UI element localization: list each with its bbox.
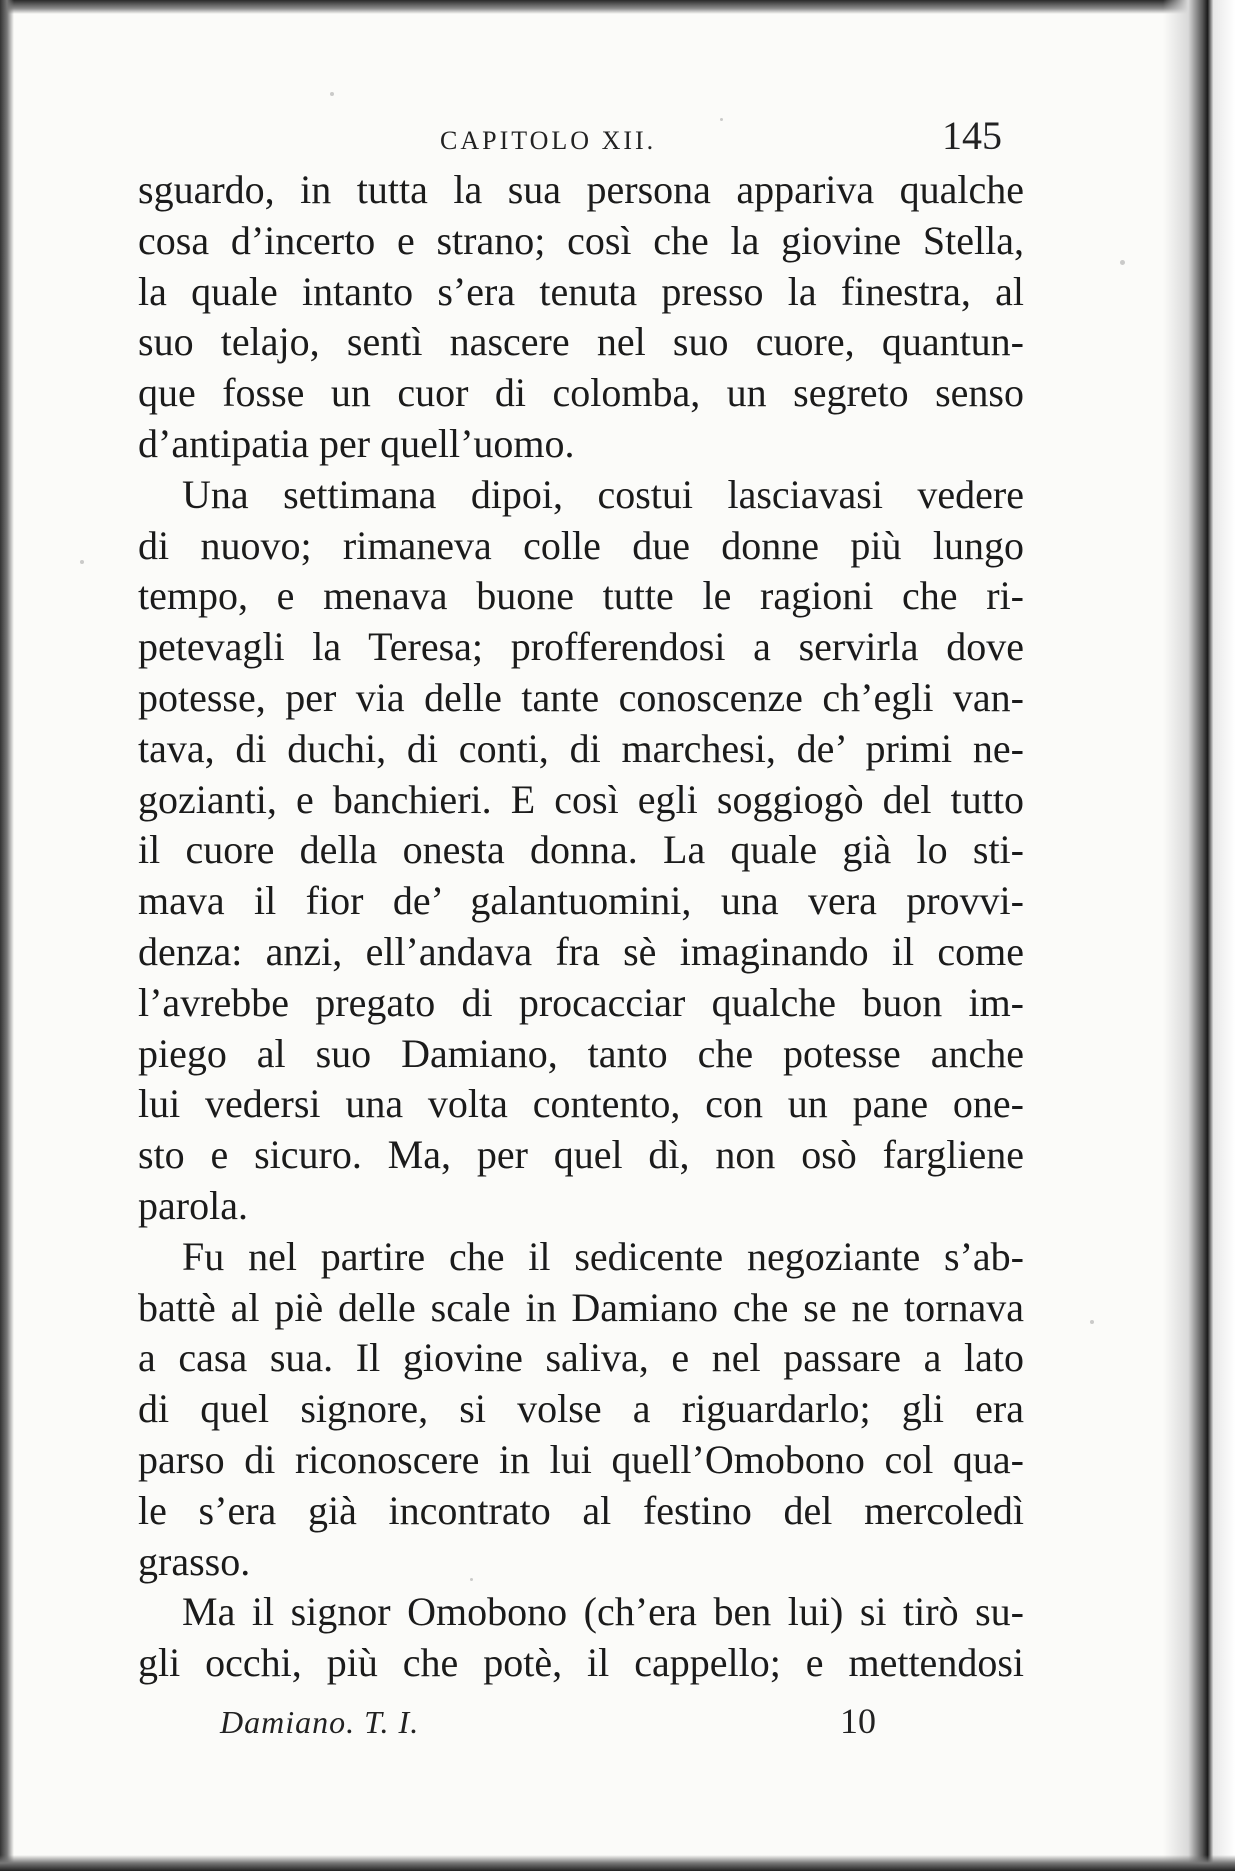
page-edge-right xyxy=(1163,0,1235,1871)
text-line: parso di riconoscere in lui quell’Omobono col qua- xyxy=(138,1436,1024,1482)
scan-speckle xyxy=(330,92,334,96)
text-line: grasso. xyxy=(138,1538,251,1584)
page-edge-top xyxy=(0,0,1235,14)
text-line: d’antipatia per quell’uomo. xyxy=(138,420,575,466)
text-line: parola. xyxy=(138,1182,248,1228)
text-line: gli occhi, più che potè, il cappello; e mettendosi xyxy=(138,1640,1024,1686)
text-line: denza: anzi, ell’andava fra sè imaginando il come xyxy=(138,928,1024,974)
page-footer xyxy=(140,1700,1020,1750)
text-line: il cuore della onesta donna. La quale già lo sti- xyxy=(138,827,1024,873)
text-line: sto e sicuro. Ma, per quel dì, non osò fargliene xyxy=(138,1132,1024,1178)
signature-mark: Damiano. T. I. xyxy=(220,1704,420,1740)
text-line: la quale intanto s’era tenuta presso la finestra, al xyxy=(138,268,1024,314)
text-line: l’avrebbe pregato di procacciar qualche buon im- xyxy=(138,979,1024,1025)
text-line: que fosse un cuor di colomba, un segreto senso xyxy=(138,370,1024,416)
text-line: di quel signore, si volse a riguardarlo; gli era xyxy=(138,1386,1024,1432)
text-line: mava il fior de’ galantuomini, una vera provvi- xyxy=(138,878,1024,924)
scan-speckle xyxy=(1090,1320,1094,1324)
text-line: cosa d’incerto e strano; così che la giovine Stella, xyxy=(138,217,1024,263)
text-line: Ma il signor Omobono (ch’era ben lui) si tirò su- xyxy=(182,1589,1024,1635)
scan-speckle xyxy=(80,560,84,564)
text-line: potesse, per via delle tante conoscenze ch’egli van- xyxy=(138,674,1024,720)
text-line: a casa sua. Il giovine saliva, e nel passare a lato xyxy=(138,1335,1024,1381)
text-line: di nuovo; rimaneva colle due donne più lungo xyxy=(138,522,1024,568)
page-header xyxy=(140,112,1020,162)
text-line: tava, di duchi, di conti, di marchesi, de’ primi ne- xyxy=(138,725,1024,771)
page-edge-bottom xyxy=(0,1855,1235,1871)
text-line: piego al suo Damiano, tanto che potesse anche xyxy=(138,1030,1024,1076)
text-line: lui vedersi una volta contento, con un pane one- xyxy=(138,1081,1024,1127)
page-number: 145 xyxy=(942,113,1002,158)
text-line: Una settimana dipoi, costui lasciavasi vedere xyxy=(182,471,1024,517)
text-line: Fu nel partire che il sedicente negoziante s’ab- xyxy=(182,1233,1024,1279)
text-line: le s’era già incontrato al festino del mercoledì xyxy=(138,1487,1024,1533)
body-text xyxy=(138,165,1024,1689)
sheet-number: 10 xyxy=(840,1701,876,1741)
text-line: gozianti, e banchieri. E così egli soggiogò del tutto xyxy=(138,776,1024,822)
running-head: CAPITOLO XII. xyxy=(440,126,657,155)
text-line: sguardo, in tutta la sua persona appariva qualche xyxy=(138,167,1024,212)
scan-speckle xyxy=(1120,260,1125,265)
text-line: suo telajo, sentì nascere nel suo cuore, quantun- xyxy=(138,319,1024,365)
text-line: tempo, e menava buone tutte le ragioni che ri- xyxy=(138,573,1024,619)
page-edge-left xyxy=(0,0,14,1871)
text-line: battè al piè delle scale in Damiano che se ne tornava xyxy=(138,1284,1024,1330)
text-line: petevagli la Teresa; profferendosi a servirla dove xyxy=(138,624,1024,670)
